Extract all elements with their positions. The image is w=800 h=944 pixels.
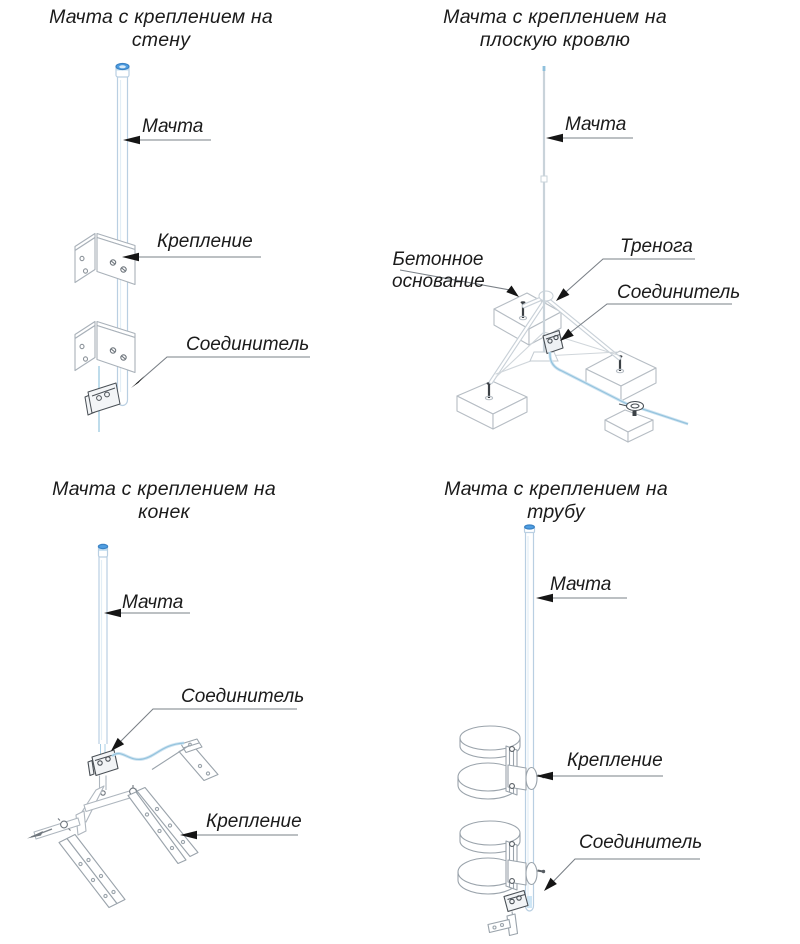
mast-drawing xyxy=(98,544,107,756)
label-mast: Мачта xyxy=(122,592,184,613)
callout-arrows xyxy=(536,594,557,891)
arrow-icon xyxy=(546,134,563,142)
label-concrete-base xyxy=(392,249,484,293)
ridge-frame-drawing xyxy=(27,776,138,840)
pipe-clamp-drawing-top xyxy=(458,726,545,799)
label-concrete-base-line-1: Бетонное xyxy=(392,249,484,270)
label-tripod: Тренога xyxy=(620,236,693,257)
panel-title xyxy=(10,6,312,52)
flat-roof-drawing xyxy=(400,0,800,472)
cable-drawing xyxy=(112,743,184,759)
panel-title xyxy=(13,478,315,524)
label-mast: Мачта xyxy=(142,116,204,137)
label-concrete-base-line-2: основание xyxy=(392,271,485,292)
title-line-1: Мачта с креплением на xyxy=(52,478,276,500)
label-mast: Мачта xyxy=(565,114,627,135)
lower-bracket-drawing xyxy=(488,912,518,936)
label-mast: Мачта xyxy=(550,574,612,595)
label-connector: Соединитель xyxy=(579,832,703,853)
title-line-1: Мачта с креплением на xyxy=(444,478,668,500)
arrow-icon xyxy=(506,286,519,298)
title-line-2: стену xyxy=(131,29,191,51)
panel-wall-mount xyxy=(0,0,400,472)
label-connector: Соединитель xyxy=(617,282,741,303)
panel-flat-roof-mount xyxy=(392,0,800,472)
title-line-2: конек xyxy=(138,501,190,523)
panel-ridge-mount xyxy=(0,472,400,944)
arrow-icon xyxy=(536,772,553,780)
bracket-drawing-top xyxy=(75,234,135,285)
title-line-2: трубу xyxy=(527,501,585,523)
connector-drawing xyxy=(504,891,528,912)
label-bracket: Крепление xyxy=(157,231,253,252)
arrow-icon xyxy=(123,136,140,144)
panel-pipe-mount xyxy=(400,472,800,944)
label-bracket: Крепление xyxy=(567,750,663,771)
pipe-mount-drawing xyxy=(400,472,800,944)
label-connector: Соединитель xyxy=(186,334,310,355)
arrow-icon xyxy=(131,376,145,388)
mast-drawing xyxy=(525,525,535,911)
ridge-mount-drawing xyxy=(0,472,400,944)
label-connector: Соединитель xyxy=(181,686,305,707)
label-bracket: Крепление xyxy=(206,811,302,832)
pipe-clamp-drawing-bottom xyxy=(458,821,545,894)
bracket-drawing-bottom xyxy=(75,322,135,373)
connector-drawing xyxy=(85,383,120,415)
panel-title xyxy=(404,6,706,52)
title-line-1: Мачта с креплением на xyxy=(49,6,273,28)
title-line-1: Мачта с креплением на xyxy=(443,6,667,28)
title-line-2: плоскую кровлю xyxy=(479,29,631,51)
panel-title xyxy=(405,478,707,524)
arrow-icon xyxy=(536,594,553,602)
